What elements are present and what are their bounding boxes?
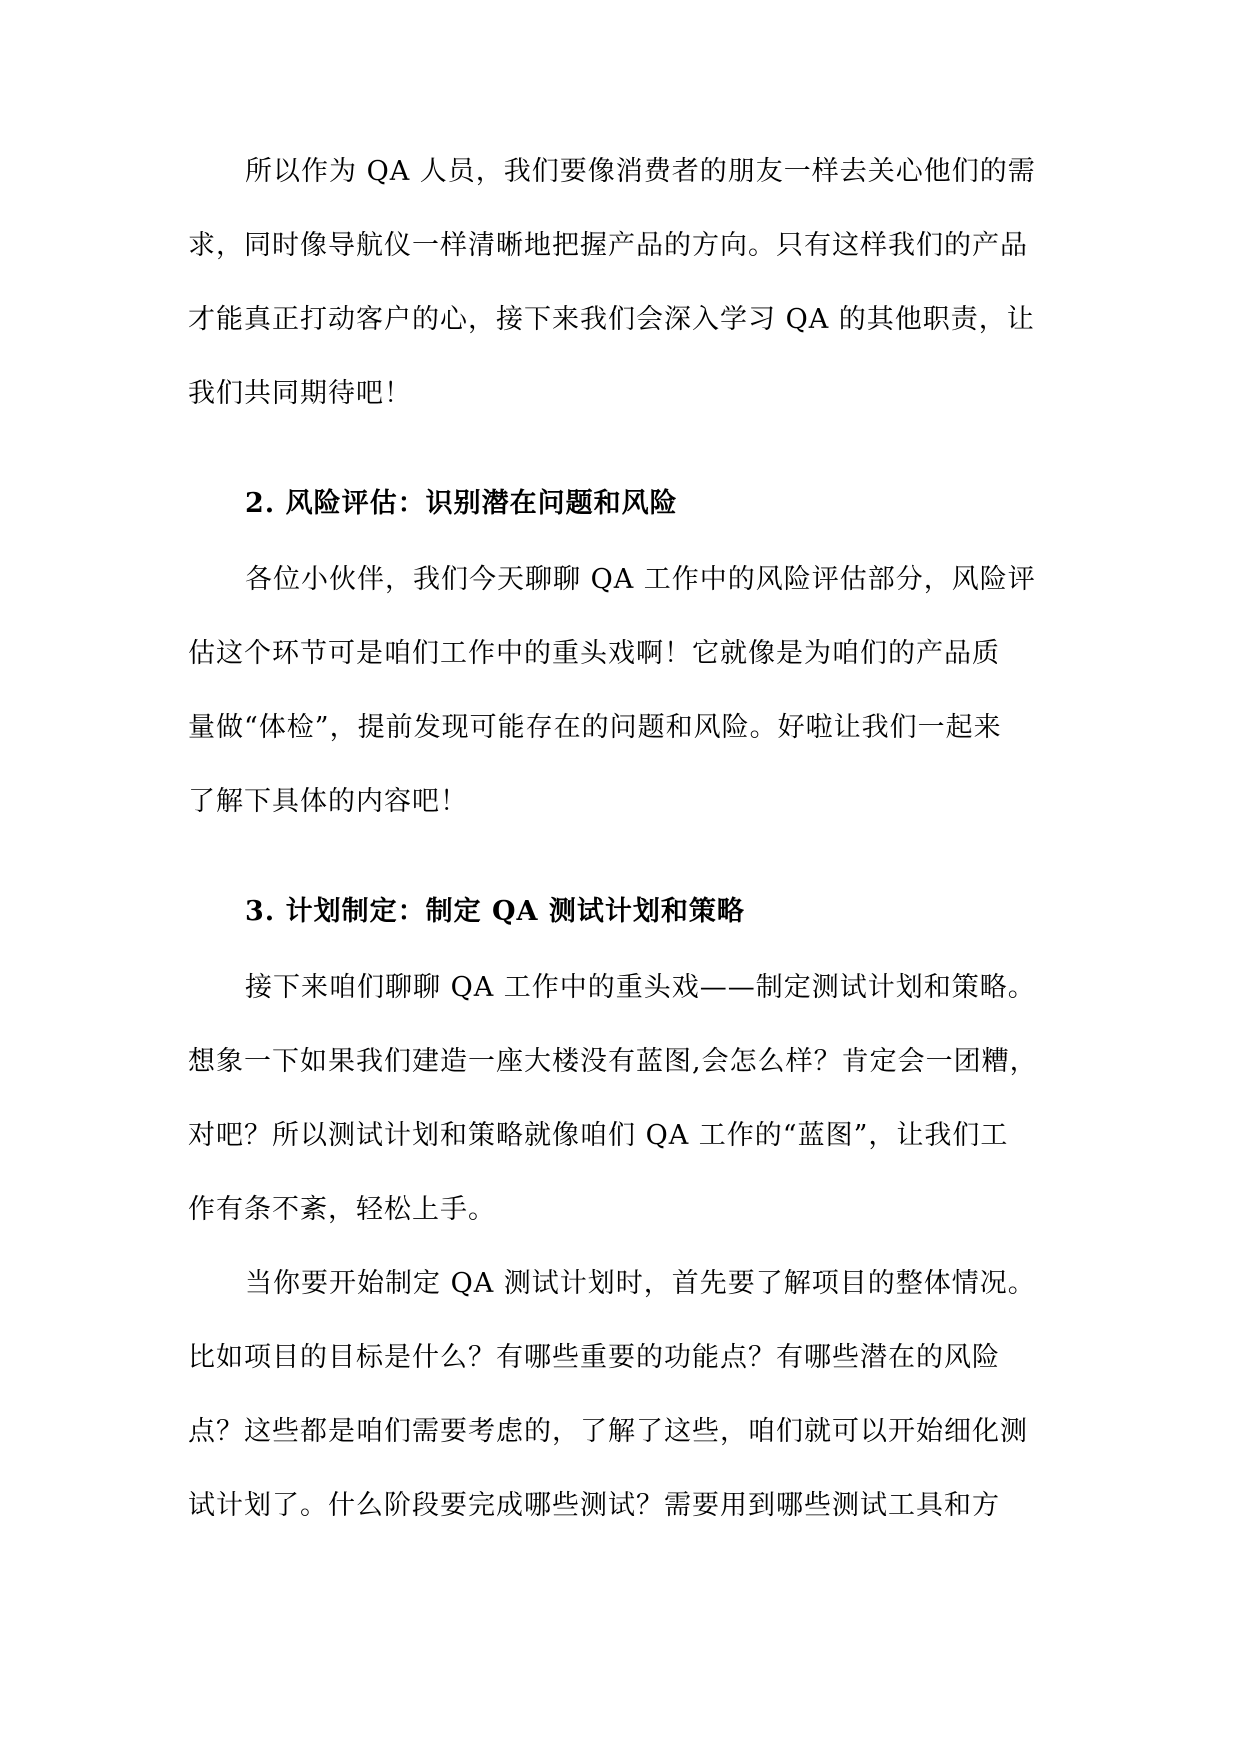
paragraph-3-line-3: 对吧？所以测试计划和策略就像咱们 QA 工作的“蓝图”，让我们工 — [188, 1120, 1009, 1151]
paragraph-2-line-4: 了解下具体的内容吧！ — [188, 786, 468, 817]
paragraph-4-line-2: 比如项目的目标是什么？有哪些重要的功能点？有哪些潜在的风险 — [188, 1342, 1000, 1373]
paragraph-4-line-3: 点？这些都是咱们需要考虑的，了解了这些，咱们就可以开始细化测 — [188, 1416, 1028, 1447]
paragraph-4-line-4: 试计划了。什么阶段要完成哪些测试？需要用到哪些测试工具和方 — [188, 1490, 1000, 1521]
paragraph-1-line-4: 我们共同期待吧！ — [188, 378, 412, 409]
paragraph-3-line-1: 接下来咱们聊聊 QA 工作中的重头戏——制定测试计划和策略。 — [245, 972, 1036, 1003]
paragraph-1-line-2: 求，同时像导航仪一样清晰地把握产品的方向。只有这样我们的产品 — [188, 230, 1028, 261]
paragraph-1-line-1: 所以作为 QA 人员，我们要像消费者的朋友一样去关心他们的需 — [245, 156, 1036, 187]
paragraph-2-line-2: 估这个环节可是咱们工作中的重头戏啊！它就像是为咱们的产品质 — [188, 638, 1000, 669]
section-heading-2: 2. 风险评估：识别潜在问题和风险 — [245, 488, 678, 519]
paragraph-4-line-1: 当你要开始制定 QA 测试计划时，首先要了解项目的整体情况。 — [245, 1268, 1036, 1299]
paragraph-3-line-4: 作有条不紊，轻松上手。 — [188, 1194, 496, 1225]
section-heading-3: 3. 计划制定：制定 QA 测试计划和策略 — [245, 896, 745, 927]
paragraph-3-line-2: 想象一下如果我们建造一座大楼没有蓝图,会怎么样？肯定会一团糟， — [188, 1046, 1038, 1077]
paragraph-2-line-1: 各位小伙伴，我们今天聊聊 QA 工作中的风险评估部分，风险评 — [245, 564, 1036, 595]
paragraph-2-line-3: 量做“体检”，提前发现可能存在的问题和风险。好啦让我们一起来 — [188, 712, 1002, 743]
paragraph-1-line-3: 才能真正打动客户的心，接下来我们会深入学习 QA 的其他职责，让 — [188, 304, 1035, 335]
